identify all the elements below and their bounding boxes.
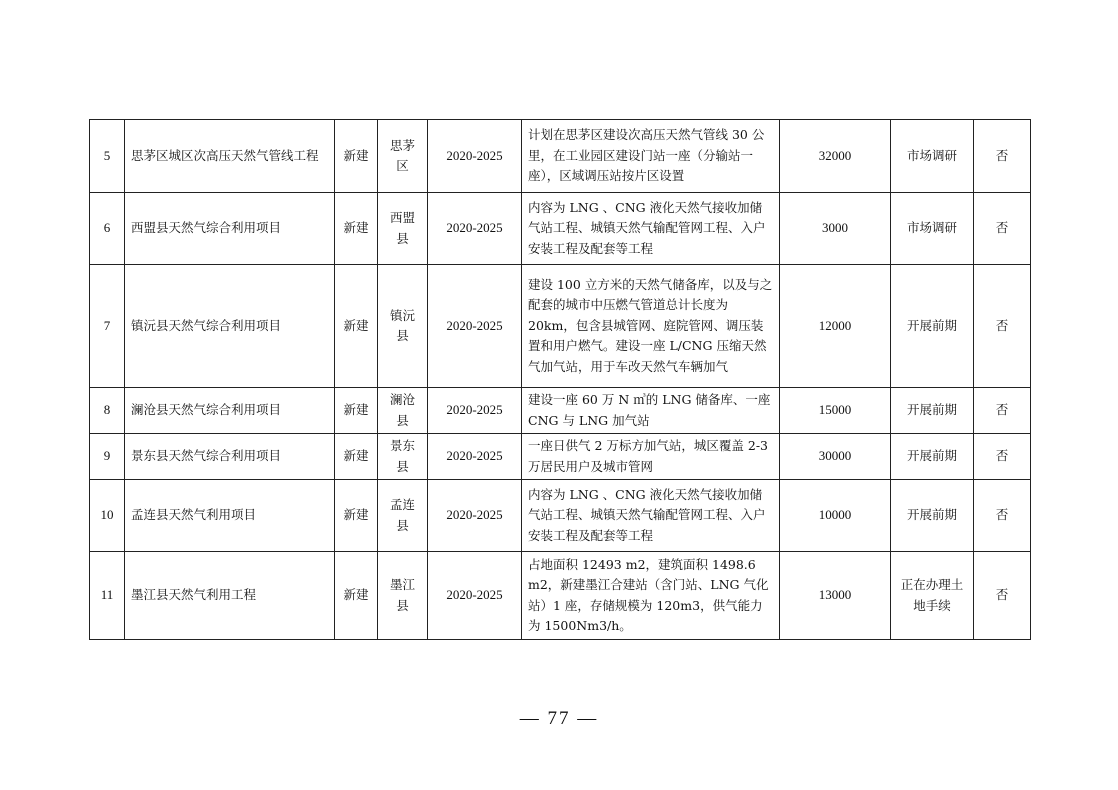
cell-flag: 否 (974, 388, 1031, 434)
cell-period: 2020-2025 (428, 480, 522, 552)
cell-row-number: 10 (90, 480, 125, 552)
cell-investment: 10000 (780, 480, 891, 552)
cell-construction-type: 新建 (335, 480, 378, 552)
cell-construction-content: 建设一座 60 万 N ㎥的 LNG 储备库、一座 CNG 与 LNG 加气站 (522, 388, 780, 434)
cell-investment: 3000 (780, 193, 891, 265)
cell-period: 2020-2025 (428, 193, 522, 265)
cell-flag: 否 (974, 265, 1031, 388)
cell-period: 2020-2025 (428, 120, 522, 193)
table-row (90, 265, 1031, 388)
table-row (90, 193, 1031, 265)
cell-investment: 15000 (780, 388, 891, 434)
cell-project-name: 孟连县天然气利用项目 (125, 480, 335, 552)
cell-construction-type: 新建 (335, 265, 378, 388)
cell-project-name: 墨江县天然气利用工程 (125, 552, 335, 640)
cell-progress-status: 开展前期 (891, 434, 974, 480)
cell-progress-status: 正在办理土地手续 (891, 552, 974, 640)
cell-construction-content: 内容为 LNG 、CNG 液化天然气接收加储气站工程、城镇天然气输配管网工程、入户安装工程及配套等工程 (522, 480, 780, 552)
table-row (90, 388, 1031, 434)
table-row (90, 120, 1031, 193)
cell-flag: 否 (974, 193, 1031, 265)
cell-investment: 13000 (780, 552, 891, 640)
cell-location: 思茅区 (378, 120, 428, 193)
cell-construction-content: 内容为 LNG 、CNG 液化天然气接收加储气站工程、城镇天然气输配管网工程、入户安装工程及配套等工程 (522, 193, 780, 265)
cell-flag: 否 (974, 434, 1031, 480)
cell-construction-type: 新建 (335, 120, 378, 193)
cell-row-number: 6 (90, 193, 125, 265)
table-row (90, 552, 1031, 640)
cell-location: 孟连县 (378, 480, 428, 552)
cell-period: 2020-2025 (428, 265, 522, 388)
cell-construction-type: 新建 (335, 388, 378, 434)
cell-location: 澜沧县 (378, 388, 428, 434)
cell-investment: 32000 (780, 120, 891, 193)
cell-construction-type: 新建 (335, 434, 378, 480)
cell-period: 2020-2025 (428, 388, 522, 434)
table-row (90, 434, 1031, 480)
cell-flag: 否 (974, 552, 1031, 640)
cell-progress-status: 市场调研 (891, 193, 974, 265)
cell-location: 镇沅县 (378, 265, 428, 388)
cell-progress-status: 开展前期 (891, 480, 974, 552)
page-number: — 77 — (519, 708, 599, 729)
cell-project-name: 澜沧县天然气综合利用项目 (125, 388, 335, 434)
cell-flag: 否 (974, 480, 1031, 552)
cell-construction-content: 一座日供气 2 万标方加气站，城区覆盖 2-3 万居民用户及城市管网 (522, 434, 780, 480)
cell-row-number: 11 (90, 552, 125, 640)
cell-construction-content: 计划在思茅区建设次高压天然气管线 30 公里，在工业园区建设门站一座（分输站一座），区域调压站按片区设置 (522, 120, 780, 193)
cell-period: 2020-2025 (428, 434, 522, 480)
cell-investment: 12000 (780, 265, 891, 388)
cell-project-name: 西盟县天然气综合利用项目 (125, 193, 335, 265)
cell-project-name: 景东县天然气综合利用项目 (125, 434, 335, 480)
cell-construction-content: 占地面积 12493 m2，建筑面积 1498.6 m2，新建墨江合建站（含门站、LNG 气化站）1 座，存储规模为 120m3，供气能力为 1500Nm3/h。 (522, 552, 780, 640)
cell-location: 景东县 (378, 434, 428, 480)
cell-row-number: 5 (90, 120, 125, 193)
cell-project-name: 镇沅县天然气综合利用项目 (125, 265, 335, 388)
cell-progress-status: 开展前期 (891, 265, 974, 388)
cell-row-number: 9 (90, 434, 125, 480)
cell-construction-type: 新建 (335, 193, 378, 265)
table-row (90, 480, 1031, 552)
cell-period: 2020-2025 (428, 552, 522, 640)
cell-location: 墨江县 (378, 552, 428, 640)
cell-row-number: 8 (90, 388, 125, 434)
cell-row-number: 7 (90, 265, 125, 388)
cell-progress-status: 市场调研 (891, 120, 974, 193)
cell-project-name: 思茅区城区次高压天然气管线工程 (125, 120, 335, 193)
cell-construction-content: 建设 100 立方米的天然气储备库，以及与之配套的城市中压燃气管道总计长度为 20km，包含县城管网、庭院管网、调压装置和用户燃气。建设一座 L/CNG 压缩天然气加气站，用于车改天然气车辆加气 (522, 265, 780, 388)
cell-investment: 30000 (780, 434, 891, 480)
cell-progress-status: 开展前期 (891, 388, 974, 434)
cell-construction-type: 新建 (335, 552, 378, 640)
cell-flag: 否 (974, 120, 1031, 193)
cell-location: 西盟县 (378, 193, 428, 265)
project-table (89, 119, 1031, 640)
